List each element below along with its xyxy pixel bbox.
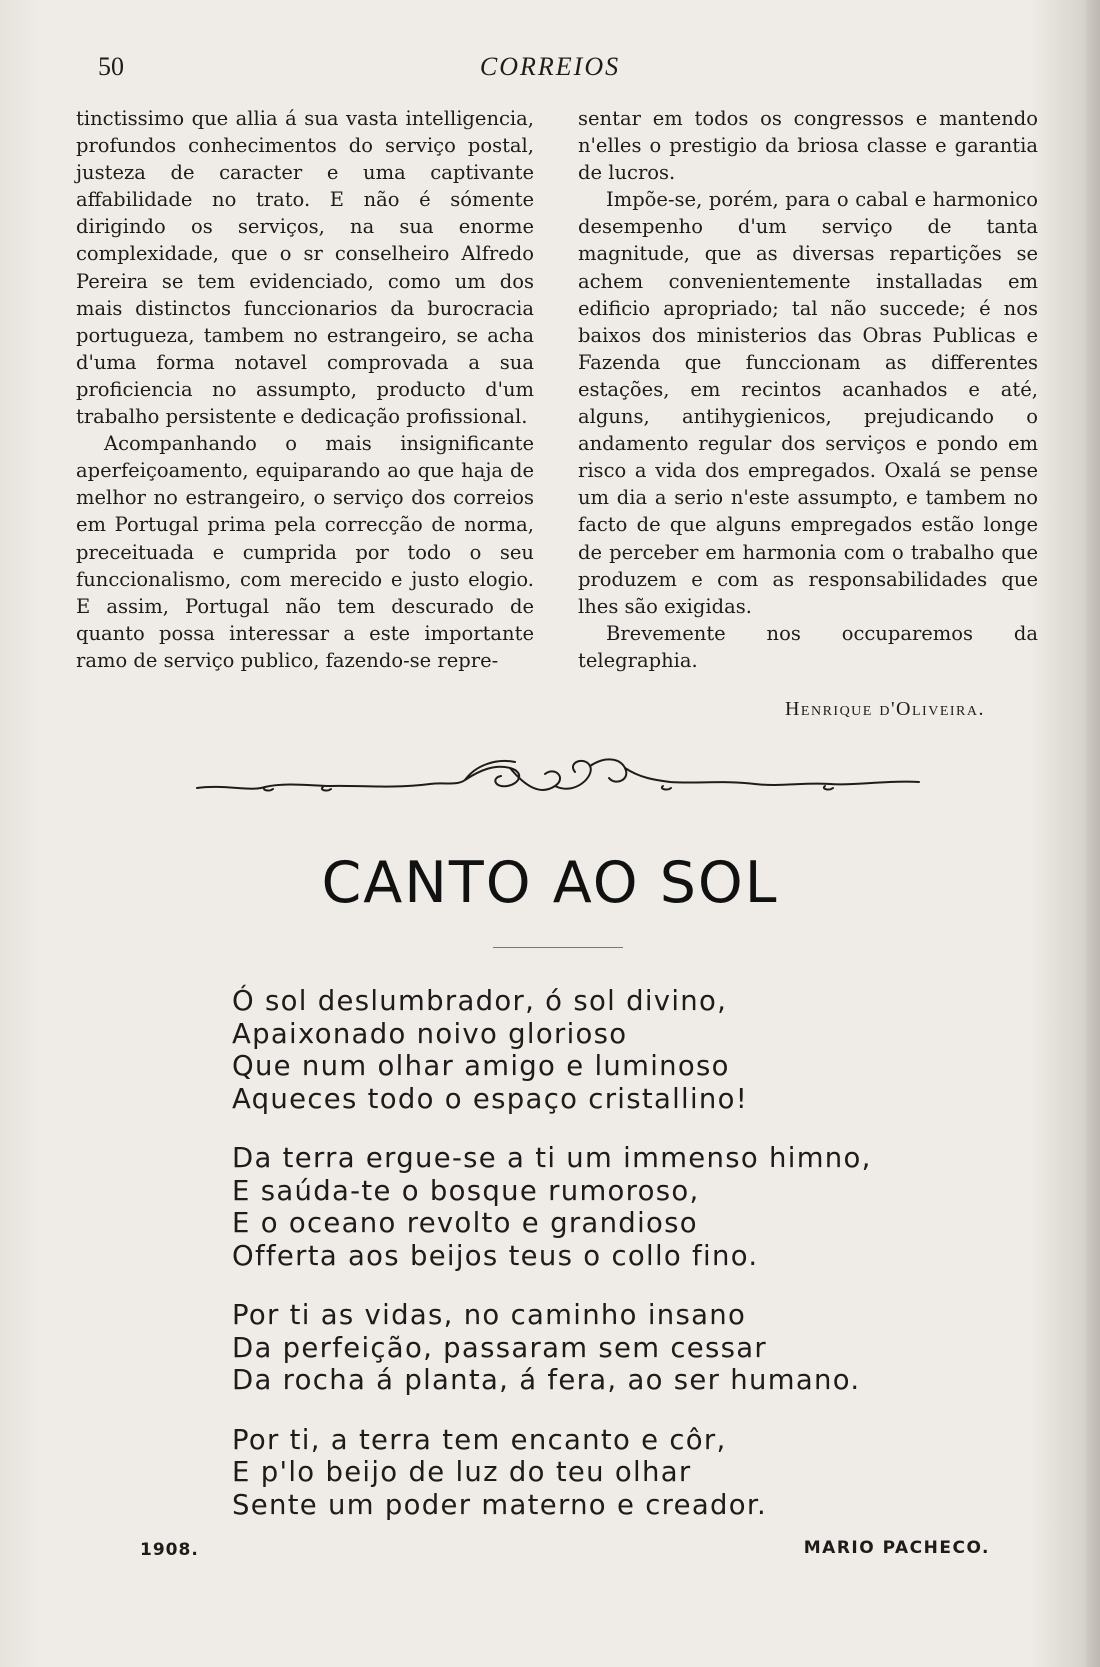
poem-line: Offerta aos beijos teus o collo fino.	[232, 1239, 759, 1272]
poem-line: Apaixonado noivo glorioso	[232, 1017, 628, 1050]
article-column-right	[578, 105, 1038, 674]
article-column-left	[76, 105, 534, 674]
poem-line: Que num olhar amigo e luminoso	[232, 1050, 730, 1082]
poem-line: E p'lo beijo de luz do teu olhar	[232, 1456, 692, 1488]
poem-author: MARIO PACHECO.	[803, 1538, 990, 1558]
poem-line: Por ti, a terra tem encanto e côr,	[232, 1423, 727, 1456]
running-header-title: CORREIOS	[479, 52, 621, 81]
poem-line: Da terra ergue-se a ti um immenso himno,	[232, 1142, 872, 1174]
title-divider-rule	[493, 947, 623, 948]
poem-title: CANTO AO SOL	[321, 850, 779, 916]
poem-line: Por ti as vidas, no caminho insano	[232, 1299, 747, 1331]
article-paragraph: sentar em todos os congressos e mantendo n'elles o prestigio da briosa classe e garantia de lucros.	[578, 107, 1038, 185]
article-signature: Henrique d'Oliveira.	[784, 698, 985, 720]
poem-line: Ó sol deslumbrador, ó sol divino,	[232, 985, 728, 1017]
poem-line: Da rocha á planta, á fera, ao ser humano.	[232, 1364, 861, 1396]
poem-body	[232, 985, 932, 1548]
poem-stanza	[232, 1299, 932, 1397]
poem-line: E o oceano revolto e grandioso	[232, 1207, 698, 1239]
article-paragraph: tinctissimo que allia á sua vasta intelligencia, profundos conhecimentos do serviço postal, justeza de caracter e uma captivante affabilidade no trato. E não é sómente dirigindo os serviços, na sua enorme complexidade, que o sr conselheiro Alfredo Pereira se tem evidenciado, como um dos mais distinctos funccionarios da burocracia portugueza, tambem no estrangeiro, se acha d'uma forma notavel comprovada a sua proficiencia no assumpto, producto d'um trabalho persistente e dedicação profissional.	[76, 107, 534, 429]
page-edge-shadow	[1086, 0, 1100, 1667]
article-paragraph: Impõe-se, porém, para o cabal e harmonico desempenho d'um serviço de tanta magnitude, que as diversas repartições se achem convenientemente installadas em edificio apropriado; tal não succede; é nos baixos dos ministerios das Obras Publicas e Fazenda que funccionam as differentes estações, em recintos acanhados e até, alguns, antihygienicos, prejudicando o andamento regular dos serviços e pondo em risco a vida dos empregados. Oxalá se pense um dia a serio n'este assumpto, e tambem no facto de que alguns empregados estão longe de perceber em harmonia com o trabalho que produzem e com as responsabilidades que lhes são exigidas.	[578, 188, 1038, 618]
poem-line: Da perfeição, passaram sem cessar	[232, 1331, 767, 1364]
poem-line: Sente um poder materno e creador.	[232, 1488, 768, 1521]
poem-stanza	[232, 985, 932, 1115]
poem-year: 1908.	[140, 1540, 199, 1560]
article-paragraph: Brevemente nos occuparemos da telegraphia.	[578, 621, 1038, 672]
poem-stanza	[232, 1424, 932, 1522]
decorative-divider-ornament	[195, 756, 921, 806]
article-paragraph: Acompanhando o mais insignificante aperfeiçoamento, equiparando ao que haja de melhor no estrangeiro, o serviço dos correios em Portugal prima pela correcção de norma, preceituada e cumprida por todo o seu funccionalismo, com merecido e justo elogio. E assim, Portugal não tem descurado de quanto possa interessar a este importante ramo de serviço publico, fazendo-se repre-	[76, 432, 534, 672]
page-number: 50	[98, 52, 124, 81]
poem-line: E saúda-te o bosque rumoroso,	[232, 1174, 700, 1207]
poem-line: Aqueces todo o espaço cristallino!	[232, 1082, 749, 1115]
poem-stanza	[232, 1142, 932, 1272]
